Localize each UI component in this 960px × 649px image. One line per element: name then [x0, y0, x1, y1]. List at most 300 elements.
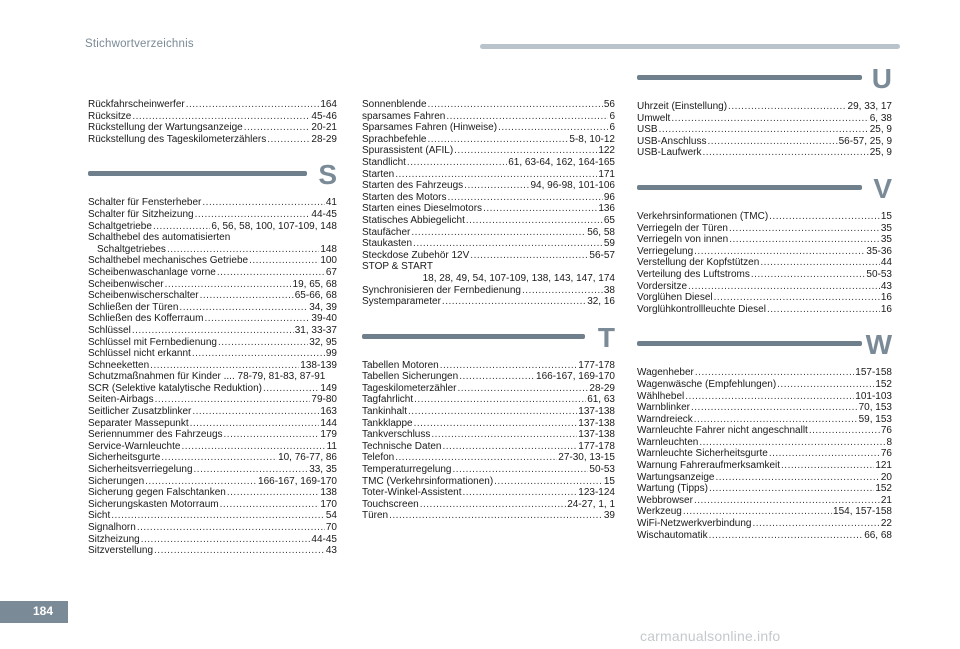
- entry-term: Tageskilometerzähler: [362, 382, 457, 394]
- index-entry: [637, 414, 892, 426]
- index-entry: [637, 530, 892, 542]
- entry-term: Sicherung gegen Falschtanken: [88, 487, 226, 499]
- entry-pages: 67: [325, 266, 337, 278]
- entry-pages: 16: [880, 292, 892, 304]
- section-divider: [637, 341, 862, 346]
- index-entry: [88, 522, 337, 534]
- entry-term: Toter-Winkel-Assistent: [362, 487, 462, 499]
- entry-term: Temperaturregelung: [362, 464, 452, 476]
- entry-term: Wagenheber: [637, 367, 694, 379]
- entry-leader-dots: [709, 530, 864, 542]
- entry-pages: 154, 157-158: [833, 506, 892, 518]
- entry-term: Spurassistent (AFIL): [362, 145, 454, 157]
- entry-pages: 136: [598, 203, 615, 215]
- entry-pages: 10, 76-77, 86: [278, 452, 337, 464]
- entry-term: Schalthebel des automatisierten: [88, 232, 231, 244]
- entry-term: Service-Warnleuchte: [88, 440, 181, 452]
- entry-leader-dots: [161, 452, 277, 464]
- entry-leader-dots: [407, 157, 507, 169]
- section-letter: S: [318, 159, 337, 191]
- index-entry: [637, 246, 892, 258]
- section-header: [637, 57, 892, 97]
- index-entry: [637, 269, 892, 281]
- index-entry: [637, 518, 892, 530]
- entry-term: Telefon: [362, 452, 395, 464]
- section-divider: [362, 334, 585, 339]
- index-entry: [88, 510, 337, 522]
- entry-pages: 149: [320, 382, 337, 394]
- entry-term: Staufächer: [362, 226, 411, 238]
- section-header: [88, 153, 337, 193]
- entry-term: Scheibenwaschanlage vorne: [88, 266, 216, 278]
- index-column-2: [362, 99, 615, 522]
- entry-term: Verstellung der Kopfstützen: [637, 257, 760, 269]
- entry-pages: 177-178: [578, 359, 615, 371]
- index-entry: [362, 499, 615, 511]
- entry-term: Warnung Fahreraufmerksamkeit: [637, 460, 781, 472]
- index-entry: [637, 136, 892, 148]
- entry-term: Verkehrsinformationen (TMC): [637, 210, 769, 222]
- index-entry: [362, 296, 615, 308]
- index-entry: [88, 313, 337, 325]
- entry-leader-dots: [466, 215, 603, 227]
- entry-term: Tabellen Sicherungen: [362, 371, 459, 383]
- index-entry: [637, 113, 892, 125]
- entry-leader-dots: [694, 495, 880, 507]
- entry-leader-dots: [186, 99, 320, 111]
- entry-term: Wischautomatik: [637, 529, 708, 541]
- entry-leader-dots: [751, 269, 866, 281]
- entry-leader-dots: [752, 518, 879, 530]
- entry-pages: 137-138: [578, 406, 615, 418]
- entry-pages: 100: [320, 255, 337, 267]
- entry-term: Standlicht: [362, 156, 406, 168]
- section-letter: T: [597, 321, 615, 353]
- entry-pages: 32, 16: [587, 296, 615, 308]
- entry-pages: 152: [875, 378, 892, 390]
- entry-term: Schaltgetriebes: [97, 243, 166, 255]
- index-entry: [637, 234, 892, 246]
- index-entry: [362, 238, 615, 250]
- entry-leader-dots: [709, 483, 874, 495]
- index-entry: [362, 510, 615, 522]
- entry-pages: 25, 9: [869, 147, 892, 159]
- entry-term: Sparsames Fahren (Hinweise): [362, 122, 498, 134]
- index-entry: [637, 124, 892, 136]
- index-entry: [362, 157, 615, 169]
- entry-pages: 6, 56, 58, 100, 107-109, 148: [211, 220, 337, 232]
- entry-term: Steckdose Zubehör 12V: [362, 249, 470, 261]
- index-entry: [362, 285, 615, 297]
- entry-term: Scheibenwischerschalter: [88, 290, 199, 302]
- index-entry: [637, 460, 892, 472]
- entry-pages: 43: [880, 280, 892, 292]
- entry-pages: 50-53: [589, 464, 615, 476]
- entry-leader-dots: [729, 234, 880, 246]
- entry-pages: 76: [880, 425, 892, 437]
- entry-leader-dots: [498, 122, 608, 134]
- entry-leader-dots: [428, 99, 603, 111]
- entry-leader-dots: [267, 134, 310, 146]
- index-entry: [362, 261, 615, 273]
- index-entry: [362, 371, 615, 383]
- entry-term: Scheibenwischer: [88, 278, 164, 290]
- index-entry: [637, 495, 892, 507]
- section-divider: [88, 171, 307, 176]
- entry-pages: 41: [325, 197, 337, 209]
- index-entry: [88, 197, 337, 209]
- entry-leader-dots: [440, 360, 578, 372]
- entry-leader-dots: [167, 244, 319, 256]
- section-header: [362, 316, 615, 356]
- index-entry: [362, 227, 615, 239]
- page-title: Stichwortverzeichnis: [85, 38, 194, 50]
- entry-pages: 28-29: [311, 133, 337, 145]
- entry-pages: 56-57: [589, 249, 615, 261]
- entry-term: Wartungsanzeige: [637, 471, 715, 483]
- entry-leader-dots: [408, 406, 577, 418]
- index-entry: [88, 279, 337, 291]
- entry-pages: 33, 35: [309, 464, 337, 476]
- index-entry: [637, 223, 892, 235]
- index-entry: [637, 257, 892, 269]
- entry-leader-dots: [431, 429, 577, 441]
- entry-term: 18, 28, 49, 54, 107-109, 138, 143, 147, 174: [422, 272, 615, 284]
- index-entry: [362, 429, 615, 441]
- entry-term: Verriegeln von innen: [637, 234, 729, 246]
- entry-pages: 101-103: [855, 390, 892, 402]
- entry-pages: 22: [880, 518, 892, 530]
- entry-leader-dots: [699, 437, 885, 449]
- index-entry: [88, 476, 337, 488]
- entry-pages: 99: [325, 348, 337, 360]
- entry-pages: 79-80: [311, 394, 337, 406]
- entry-pages: 61, 63: [587, 394, 615, 406]
- entry-pages: 35-36: [866, 245, 892, 257]
- entry-pages: 148: [320, 243, 337, 255]
- section-letter: U: [871, 63, 892, 94]
- entry-leader-dots: [442, 296, 586, 308]
- index-entry: [88, 360, 337, 372]
- index-entry: [88, 267, 337, 279]
- entry-pages: 137-138: [578, 417, 615, 429]
- index-entry: [88, 232, 337, 244]
- entry-term: USB-Laufwerk: [637, 147, 702, 159]
- entry-term: Uhrzeit (Einstellung): [637, 101, 728, 112]
- entry-leader-dots: [153, 221, 210, 233]
- entry-term: TMC (Verkehrsinformationen): [362, 475, 494, 487]
- entry-pages: 170: [320, 498, 337, 510]
- entry-leader-dots: [447, 192, 602, 204]
- entry-term: Werkzeug: [637, 506, 682, 518]
- entry-leader-dots: [227, 487, 319, 499]
- entry-term: Warndreieck: [637, 413, 693, 425]
- entry-pages: 16: [880, 303, 892, 315]
- entry-pages: 56: [603, 99, 615, 110]
- entry-term: Sicherungen: [88, 475, 145, 487]
- entry-leader-dots: [181, 441, 325, 453]
- entry-pages: 19, 65, 68: [292, 278, 337, 290]
- index-entry: [637, 425, 892, 437]
- index-entry: [362, 476, 615, 488]
- index-entry: [362, 145, 615, 157]
- entry-term: Schaltgetriebe: [88, 220, 152, 232]
- entry-pages: 56-57, 25, 9: [838, 135, 892, 147]
- entry-term: Rücksitze: [88, 110, 132, 122]
- entry-leader-dots: [414, 418, 578, 430]
- entry-leader-dots: [413, 238, 603, 250]
- entry-pages: 76: [880, 448, 892, 460]
- entry-leader-dots: [459, 371, 535, 383]
- entry-term: WiFi-Netzwerkverbindung: [637, 518, 752, 530]
- index-entry: [362, 99, 615, 111]
- entry-leader-dots: [224, 429, 320, 441]
- entry-term: Seitlicher Zusatzblinker: [88, 406, 192, 418]
- entry-term: Verriegelung: [637, 245, 694, 257]
- entry-pages: 50-53: [866, 268, 892, 280]
- index-entry: [88, 429, 337, 441]
- entry-leader-dots: [659, 124, 869, 136]
- entry-leader-dots: [204, 313, 310, 325]
- index-entry: [362, 250, 615, 262]
- entry-pages: 179: [320, 429, 337, 441]
- entry-term: Warnleuchten: [637, 436, 699, 448]
- entry-pages: 166-167, 169-170: [536, 371, 615, 383]
- entry-leader-dots: [249, 255, 319, 267]
- entry-term: Vorglühen Diesel: [637, 292, 713, 304]
- entry-pages: 44: [880, 257, 892, 269]
- index-entry: [637, 147, 892, 159]
- entry-pages: 56, 58: [587, 226, 615, 238]
- entry-leader-dots: [195, 209, 311, 221]
- section-divider: [637, 75, 862, 80]
- entry-pages: 39-40: [311, 313, 337, 325]
- entry-leader-dots: [729, 223, 880, 235]
- entry-leader-dots: [464, 180, 529, 192]
- entry-leader-dots: [446, 111, 608, 123]
- entry-pages: 45-46: [311, 110, 337, 122]
- entry-leader-dots: [707, 136, 837, 148]
- entry-pages: 29, 33, 17: [847, 101, 892, 112]
- index-entry: [362, 134, 615, 146]
- index-entry: [637, 506, 892, 518]
- entry-term: Vordersitze: [637, 280, 688, 292]
- entry-pages: 121: [875, 460, 892, 472]
- entry-pages: 11: [326, 440, 337, 452]
- entry-pages: 8: [886, 436, 892, 448]
- entry-term: Technische Daten: [362, 440, 442, 452]
- entry-leader-dots: [220, 499, 320, 511]
- index-entry: [362, 111, 615, 123]
- entry-pages: 6, 38: [869, 112, 892, 124]
- entry-pages: 39: [603, 510, 615, 522]
- entry-term: Sicht: [88, 510, 111, 522]
- index-entry: [88, 418, 337, 430]
- index-entry: [88, 383, 337, 395]
- index-entry: [88, 394, 337, 406]
- entry-leader-dots: [217, 267, 325, 279]
- index-entry: [637, 367, 892, 379]
- entry-leader-dots: [155, 394, 311, 406]
- entry-term: Statisches Abbiegelicht: [362, 214, 465, 226]
- entry-pages: 21: [880, 494, 892, 506]
- entry-leader-dots: [137, 522, 325, 534]
- entry-leader-dots: [454, 145, 597, 157]
- entry-pages: 123-124: [578, 487, 615, 499]
- entry-leader-dots: [428, 134, 569, 146]
- entry-leader-dots: [809, 425, 880, 437]
- entry-leader-dots: [470, 250, 588, 262]
- entry-pages: 20: [880, 471, 892, 483]
- entry-term: Seiten-Airbags: [88, 394, 154, 406]
- entry-leader-dots: [190, 418, 320, 430]
- index-entry: [88, 221, 337, 233]
- index-entry: [88, 545, 337, 557]
- entry-term: Wagenwäsche (Empfehlungen): [637, 378, 777, 390]
- entry-pages: 35: [880, 222, 892, 234]
- entry-pages: 144: [320, 417, 337, 429]
- entry-term: Tankverschluss: [362, 429, 431, 441]
- entry-term: Sicherheitsverriegelung: [88, 464, 193, 476]
- entry-leader-dots: [694, 414, 858, 426]
- index-entry: [362, 215, 615, 227]
- entry-pages: 25, 9: [869, 124, 892, 136]
- index-entry: [637, 379, 892, 391]
- entry-leader-dots: [458, 383, 589, 395]
- entry-pages: 163: [320, 406, 337, 418]
- entry-leader-dots: [150, 360, 299, 372]
- entry-term: Sitzverstellung: [88, 545, 154, 557]
- entry-leader-dots: [694, 246, 865, 258]
- entry-term: SCR (Selektive katalytische Reduktion): [88, 382, 262, 394]
- entry-leader-dots: [683, 506, 832, 518]
- entry-term: Separater Massepunkt: [88, 417, 189, 429]
- entry-pages: 44-45: [311, 208, 337, 220]
- index-entry: [88, 290, 337, 302]
- index-entry: [362, 418, 615, 430]
- index-entry: [362, 406, 615, 418]
- entry-pages: 157-158: [855, 367, 892, 379]
- entry-leader-dots: [781, 460, 874, 472]
- entry-pages: 138: [320, 487, 337, 499]
- entry-pages: 70: [325, 522, 337, 533]
- entry-leader-dots: [420, 499, 566, 511]
- index-entry: [88, 111, 337, 123]
- entry-pages: 27-30, 13-15: [558, 452, 615, 464]
- entry-pages: 28-29: [589, 382, 615, 394]
- index-entry: [88, 406, 337, 418]
- entry-term: Verteilung des Luftstroms: [637, 268, 750, 280]
- entry-leader-dots: [715, 472, 879, 484]
- index-entry: [362, 487, 615, 499]
- entry-leader-dots: [192, 348, 325, 360]
- index-entry: [88, 371, 337, 383]
- entry-term: Rückfahrscheinwerfer: [88, 99, 185, 110]
- entry-leader-dots: [132, 325, 294, 337]
- entry-leader-dots: [688, 281, 880, 293]
- watermark: carmanualsonline.info: [640, 628, 781, 644]
- entry-term: Warnleuchte Sicherheitsgurte: [637, 448, 768, 460]
- entry-term: Synchronisieren der Fernbedienung: [362, 284, 521, 296]
- entry-term: Staukasten: [362, 238, 413, 250]
- entry-term: Rückstellung des Tageskilometerzählers: [88, 133, 267, 145]
- entry-pages: 35: [880, 234, 892, 246]
- entry-leader-dots: [453, 464, 589, 476]
- entry-leader-dots: [714, 292, 880, 304]
- entry-term: USB-Anschluss: [637, 135, 707, 147]
- index-entry: [637, 211, 892, 223]
- index-entry: [362, 180, 615, 192]
- entry-pages: 164: [320, 99, 337, 110]
- entry-pages: 61, 63-64, 162, 164-165: [508, 156, 615, 168]
- entry-term: sparsames Fahren: [362, 110, 446, 122]
- index-entry: [637, 448, 892, 460]
- index-entry: [88, 209, 337, 221]
- index-entry: [88, 348, 337, 360]
- index-entry: [362, 203, 615, 215]
- index-column-3: [637, 57, 892, 541]
- entry-leader-dots: [154, 545, 325, 557]
- page-number: 184: [33, 604, 54, 618]
- index-entry: [88, 134, 337, 146]
- entry-leader-dots: [244, 122, 311, 134]
- entry-pages: 43: [325, 545, 337, 557]
- header-divider: [480, 44, 900, 49]
- entry-term: Schließen des Kofferraum: [88, 313, 204, 325]
- entry-term: Umwelt: [637, 112, 671, 124]
- index-entry: [637, 292, 892, 304]
- entry-term: Schalter für Fensterheber: [88, 197, 202, 209]
- entry-leader-dots: [522, 285, 603, 297]
- entry-leader-dots: [769, 448, 880, 460]
- entry-pages: 34, 39: [309, 301, 337, 313]
- entry-pages: 20-21: [311, 122, 337, 134]
- index-entry: [362, 441, 615, 453]
- entry-leader-dots: [192, 406, 319, 418]
- index-entry: [362, 273, 615, 285]
- index-entry: [362, 360, 615, 372]
- index-entry: [88, 337, 337, 349]
- section-letter: V: [873, 172, 892, 204]
- index-entry: [88, 302, 337, 314]
- entry-leader-dots: [200, 290, 294, 302]
- entry-leader-dots: [695, 367, 854, 379]
- entry-pages: 96: [603, 191, 615, 203]
- index-entry: [88, 499, 337, 511]
- entry-term: Signalhorn: [88, 522, 136, 533]
- entry-leader-dots: [462, 487, 577, 499]
- entry-term: Schalthebel mechanisches Getriebe: [88, 255, 249, 267]
- entry-pages: 122: [598, 145, 615, 157]
- entry-term: STOP & START: [362, 261, 433, 273]
- entry-leader-dots: [194, 464, 309, 476]
- entry-term: Schutzmaßnahmen für Kinder .... 78-79, 81-83, 87-91: [88, 371, 326, 383]
- entry-term: Vorglühkontrollleuchte Diesel: [637, 303, 766, 315]
- entry-pages: 59, 153: [858, 413, 892, 425]
- entry-pages: 32, 95: [309, 336, 337, 348]
- entry-pages: 24-27, 1, 1: [567, 498, 615, 510]
- entry-term: Schneeketten: [88, 359, 150, 371]
- entry-pages: 65-66, 68: [294, 290, 337, 302]
- entry-term: Sicherungskasten Motorraum: [88, 498, 219, 510]
- entry-term: Warnblinker: [637, 402, 690, 414]
- entry-leader-dots: [760, 257, 880, 269]
- entry-pages: 44-45: [311, 533, 337, 545]
- entry-leader-dots: [263, 383, 319, 395]
- entry-leader-dots: [483, 203, 597, 215]
- entry-leader-dots: [111, 510, 325, 522]
- entry-term: Sitzheizung: [88, 533, 140, 545]
